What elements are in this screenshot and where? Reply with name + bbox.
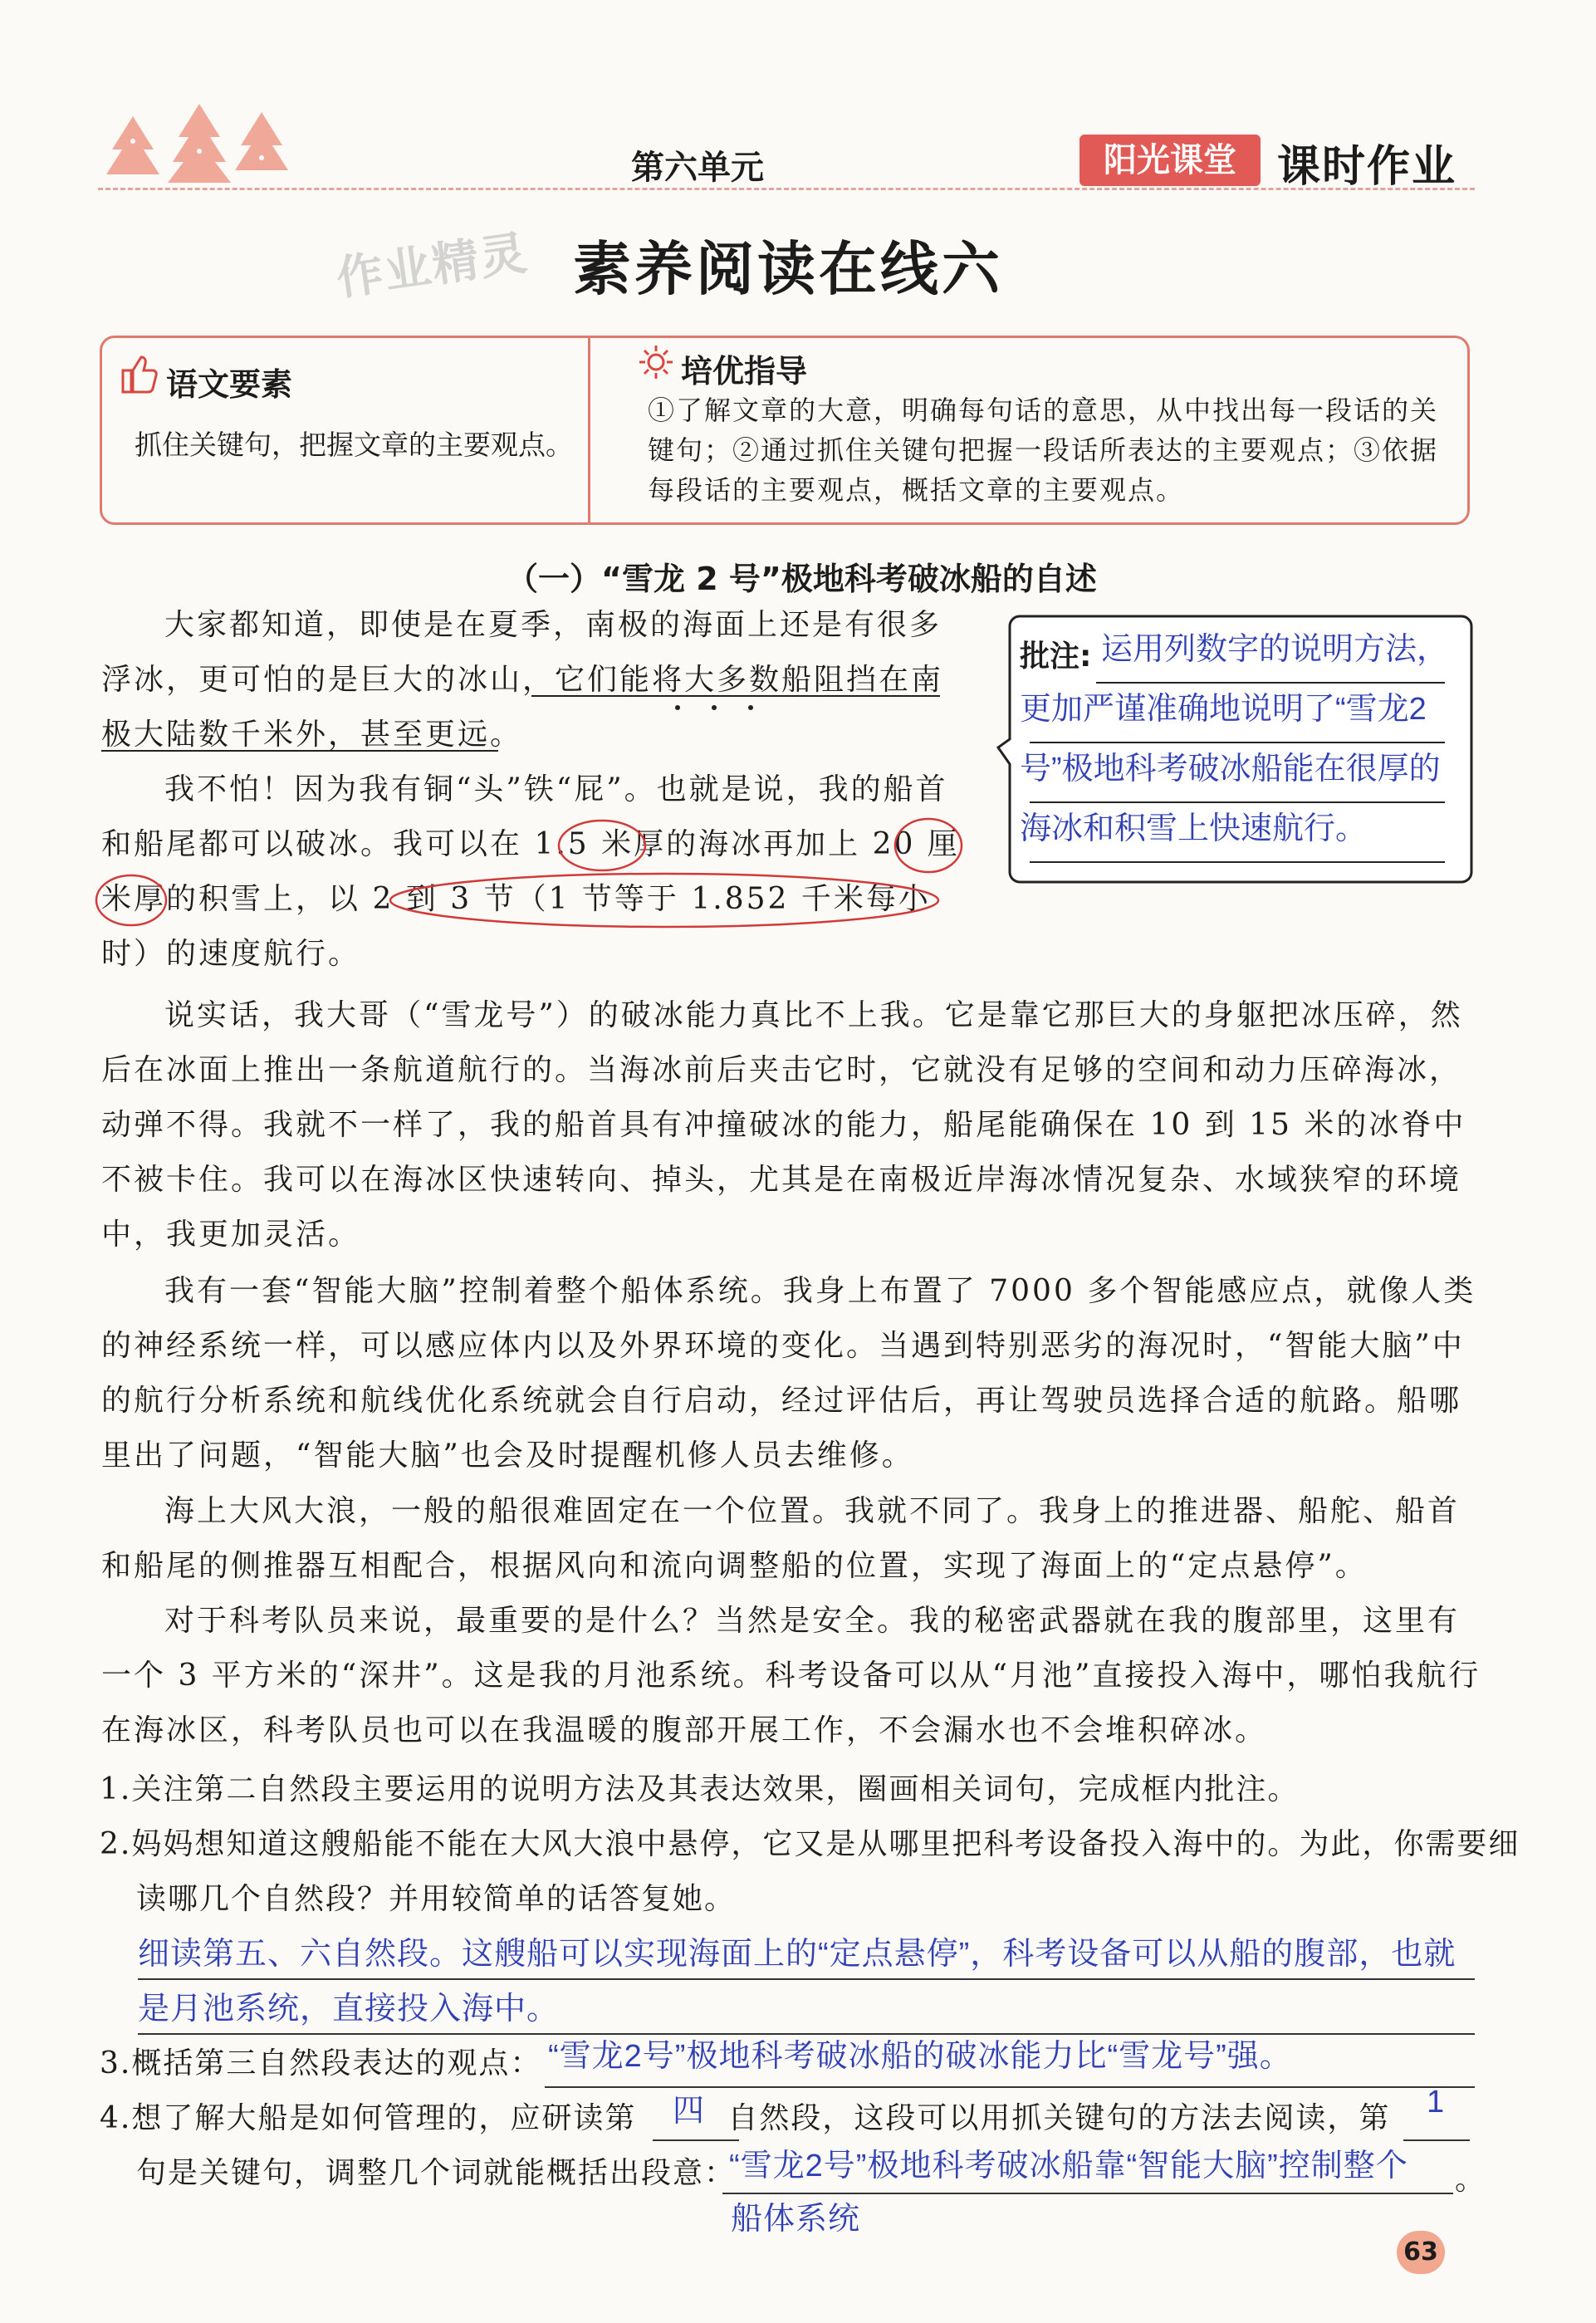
section-title: （一）“雪龙 2 号”极地科考破冰船的自述 [507, 561, 1097, 597]
info-left-text: 抓住关键句，把握文章的主要观点。 [135, 429, 573, 461]
watermark: 作业精灵 [333, 226, 532, 306]
question-3: 3.概括第三自然段表达的观点： [100, 2046, 542, 2080]
question-1: 1.关注第二自然段主要运用的说明方法及其表达效果，圈画相关词句，完成框内批注。 [100, 1772, 1300, 1806]
thumbs-up-icon [118, 352, 158, 395]
answer-3: “雪龙2号”极地科考破冰船的破冰能力比“雪龙号”强。 [548, 2039, 1292, 2074]
question-2: 2.妈妈想知道这艘船能不能在大风大浪中悬停，它又是从哪里把科考设备投入海中的。为此，你需要细读哪几个自然段？并用较简单的话答复她。 [100, 1827, 1520, 1916]
paragraph-5: 海上大风大浪，一般的船很难固定在一个位置。我就不同了。我身上的推进器、船舵、船首和船尾的侧推器互相配合，根据风向和流向调整船的位置，实现了海面上的“定点悬停”。 [101, 1494, 1461, 1583]
question-4-part-3: 句是关键句，调整几个词就能概括出段意： [136, 2156, 737, 2190]
paragraph-6: 对于科考队员来说，最重要的是什么？当然是安全。我的秘密武器就在我的腹部里，这里有一个 3 平方米的“深井”。这是我的月池系统。科考设备可以从“月池”直接投入海中，哪怕我航行在海冰区，科考队员也可以在我温暖的腹部开展工作，不会漏水也不会堆积碎冰。 [101, 1604, 1481, 1747]
answer-4-sentence: 1 [1427, 2085, 1446, 2120]
answer-4-summary: “雪龙2号”极地科考破冰船靠“智能大脑”控制整个 [729, 2149, 1408, 2183]
page-number: 63 [1397, 2231, 1445, 2274]
answer-line [138, 1978, 1475, 1980]
paragraph-2: 我不怕！因为我有铜“头”铁“屁”。也就是说，我的船首和船尾都可以破冰。我可以在 1.5 米厚的海冰再加上 20 厘米厚的积雪上，以 2 到 3 节（1 节等于 1.852 千米每小时）的速度航行。 [101, 772, 960, 971]
answer-2: 细读第五、六自然段。这艘船可以实现海面上的“定点悬停”，科考设备可以从船的腹部，也就是月池系统，直接投入海中。 [138, 1937, 1456, 2026]
question-4-line-1 [100, 2091, 1390, 2146]
brand-text: 课时作业 [1277, 142, 1457, 192]
info-divider [588, 336, 590, 525]
answer-4-summary-cont: 船体系统 [731, 2202, 861, 2237]
info-left-title: 语文要素 [166, 366, 293, 403]
info-right-title: 培优指导 [681, 353, 808, 390]
question-4-end: 。 [1455, 2163, 1486, 2197]
question-4-part-1: 4.想了解大船是如何管理的，应研读第 [100, 2101, 637, 2135]
question-4-part-2: 自然段，这段可以用抓关键句的方法去阅读，第 [727, 2101, 1391, 2135]
tree-decoration-icon [100, 100, 299, 191]
annotation-answer: 运用列数字的说明方法，更加严谨准确地说明了“雪龙2号”极地科考破冰船能在很厚的海冰和积雪上快速航行。 [1020, 632, 1449, 846]
sun-icon [638, 344, 674, 380]
paragraph-1: 大家都知道，即使是在夏季，南极的海面上还是有很多浮冰，更可怕的是巨大的冰山，它们能将大多数船阻挡在南极大陆数千米外，甚至更远。 [101, 608, 944, 752]
paragraph-4: 我有一套“智能大脑”控制着整个船体系统。我身上布置了 7000 多个智能感应点，就像人类的神经系统一样，可以感应体内以及外界环境的变化。当遇到特别恶劣的海况时，“智能大脑”中的航行分析系统和航线优化系统就会自行启动，经过评估后，再让驾驶员选择合适的航路。船哪里出了问题，“智能大脑”也会及时提醒机修人员去维修。 [101, 1274, 1476, 1473]
page-title: 素养阅读在线六 [573, 234, 1003, 303]
unit-label: 第六单元 [631, 149, 764, 187]
annotation-label: 批注: [1020, 640, 1092, 674]
answer-4-paragraph: 四 [673, 2094, 706, 2129]
brand-highlight: 阳光课堂 [1080, 135, 1261, 186]
header-rule [98, 188, 1475, 190]
answer-line [1403, 2139, 1470, 2141]
answer-line [653, 2139, 739, 2141]
info-right-text: ①了解文章的大意，明确每句话的意思，从中找出每一段话的关键句；②通过抓住关键句把握一段话所表达的主要观点；③依据每段话的主要观点，概括文章的主要观点。 [648, 395, 1439, 506]
paragraph-3: 说实话，我大哥（“雪龙号”）的破冰能力真比不上我。它是靠它那巨大的身躯把冰压碎，然后在冰面上推出一条航道航行的。当海冰前后夹击它时，它就没有足够的空间和动力压碎海冰，动弹不得。我就不一样了，我的船首具有冲撞破冰的能力，船尾能确保在 10 到 15 米的冰脊中不被卡住。我可以在海冰区快速转向、掉头，尤其是在南极近岸海冰情况复杂、水域狭窄的环境中，我更加灵活。 [101, 998, 1466, 1252]
